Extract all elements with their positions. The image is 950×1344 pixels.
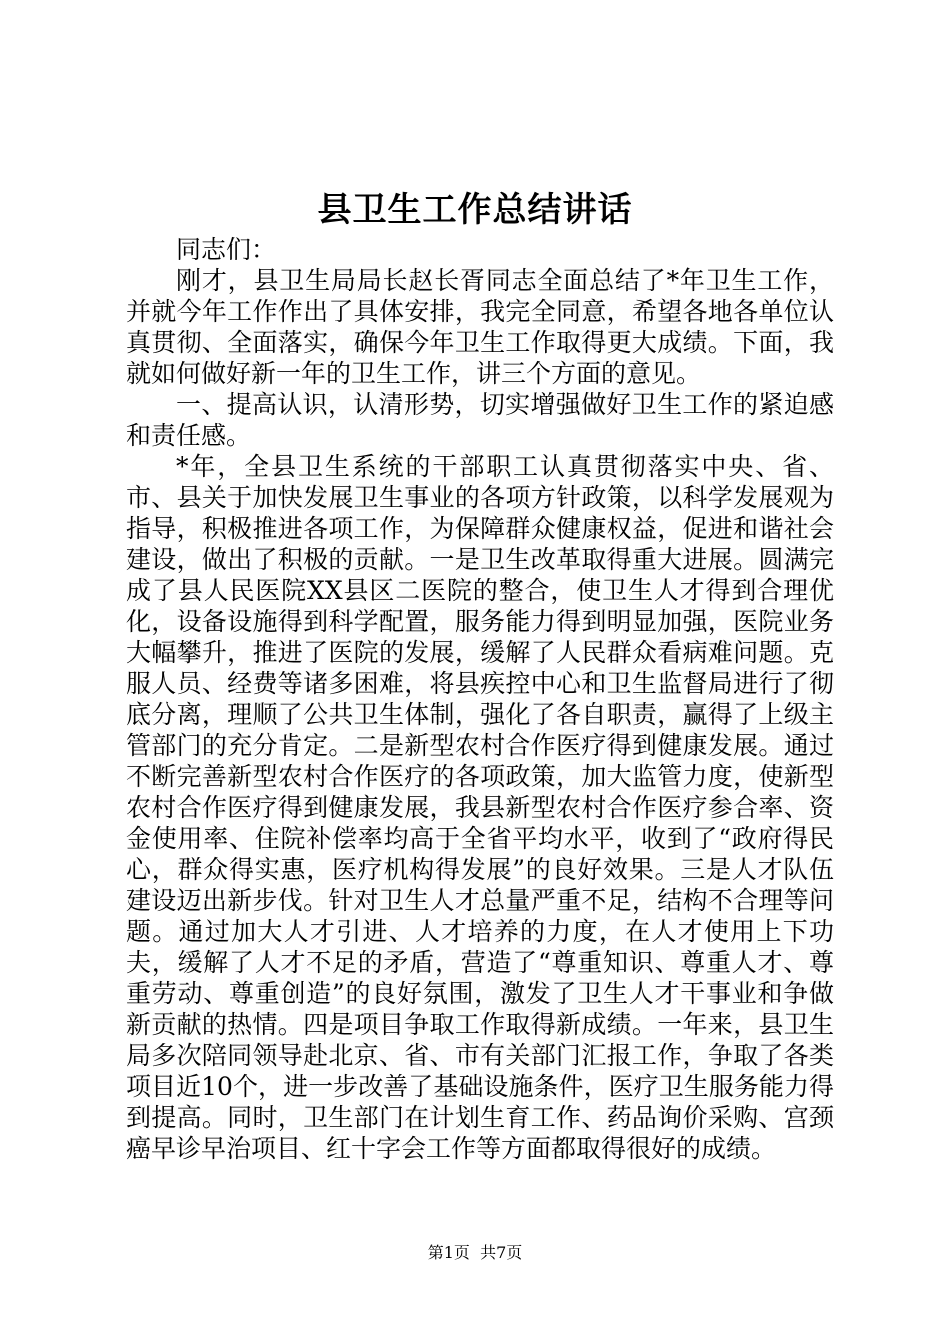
paragraph-intro: 刚才，县卫生局局长赵长胥同志全面总结了*年卫生工作，并就今年工作作出了具体安排，我完全同意，希望各地各单位认真贯彻、全面落实，确保今年卫生工作取得更大成绩。下面，我就如何做好新一年的卫生工作，讲三个方面的意见。 [126,266,834,388]
document-title: 县卫生工作总结讲话 [317,190,633,230]
page-number-label: 第1页 共7页 [427,1243,523,1262]
document-body [126,234,834,1164]
salutation: 同志们： [176,235,277,264]
paragraph-achievements: *年，全县卫生系统的干部职工认真贯彻落实中央、省、市、县关于加快发展卫生事业的各项方针政策，以科学发展观为指导，积极推进各项工作，为保障群众健康权益，促进和谐社会建设，做出了积极的贡献。一是卫生改革取得重大进展。圆满完成了县人民医院XX县区二医院的整合，使卫生人才得到合理优化，设备设施得到科学配置，服务能力得到明显加强，医院业务大幅攀升，推进了医院的发展，缓解了人民群众看病难问题。克服人员、经费等诸多困难，将县疾控中心和卫生监督局进行了彻底分离，理顺了公共卫生体制，强化了各自职责，赢得了上级主管部门的充分肯定。二是新型农村合作医疗得到健康发展。通过不断完善新型农村合作医疗的各项政策，加大监管力度，使新型农村合作医疗得到健康发展，我县新型农村合作医疗参合率、资金使用率、住院补偿率均高于全省平均水平，收到了“政府得民心，群众得实惠，医疗机构得发展”的良好效果。三是人才队伍建设迈出新步伐。针对卫生人才总量严重不足，结构不合理等问题。通过加大人才引进、人才培养的力度，在人才使用上下功夫，缓解了人才不足的矛盾，营造了“尊重知识、尊重人才、尊重劳动、尊重创造”的良好氛围，激发了卫生人才干事业和争做新贡献的热情。四是项目争取工作取得新成绩。一年来，县卫生局多次陪同领导赴北京、省、市有关部门汇报工作，争取了各类项目近10个，进一步改善了基础设施条件，医疗卫生服务能力得到提高。同时，卫生部门在计划生育工作、药品询价采购、宫颈癌早诊早治项目、红十字会工作等方面都取得很好的成绩。 [126,452,834,1163]
section-heading-1: 一、提高认识，认清形势，切实增强做好卫生工作的紧迫感和责任感。 [126,390,834,450]
page-footer [0,1243,950,1263]
